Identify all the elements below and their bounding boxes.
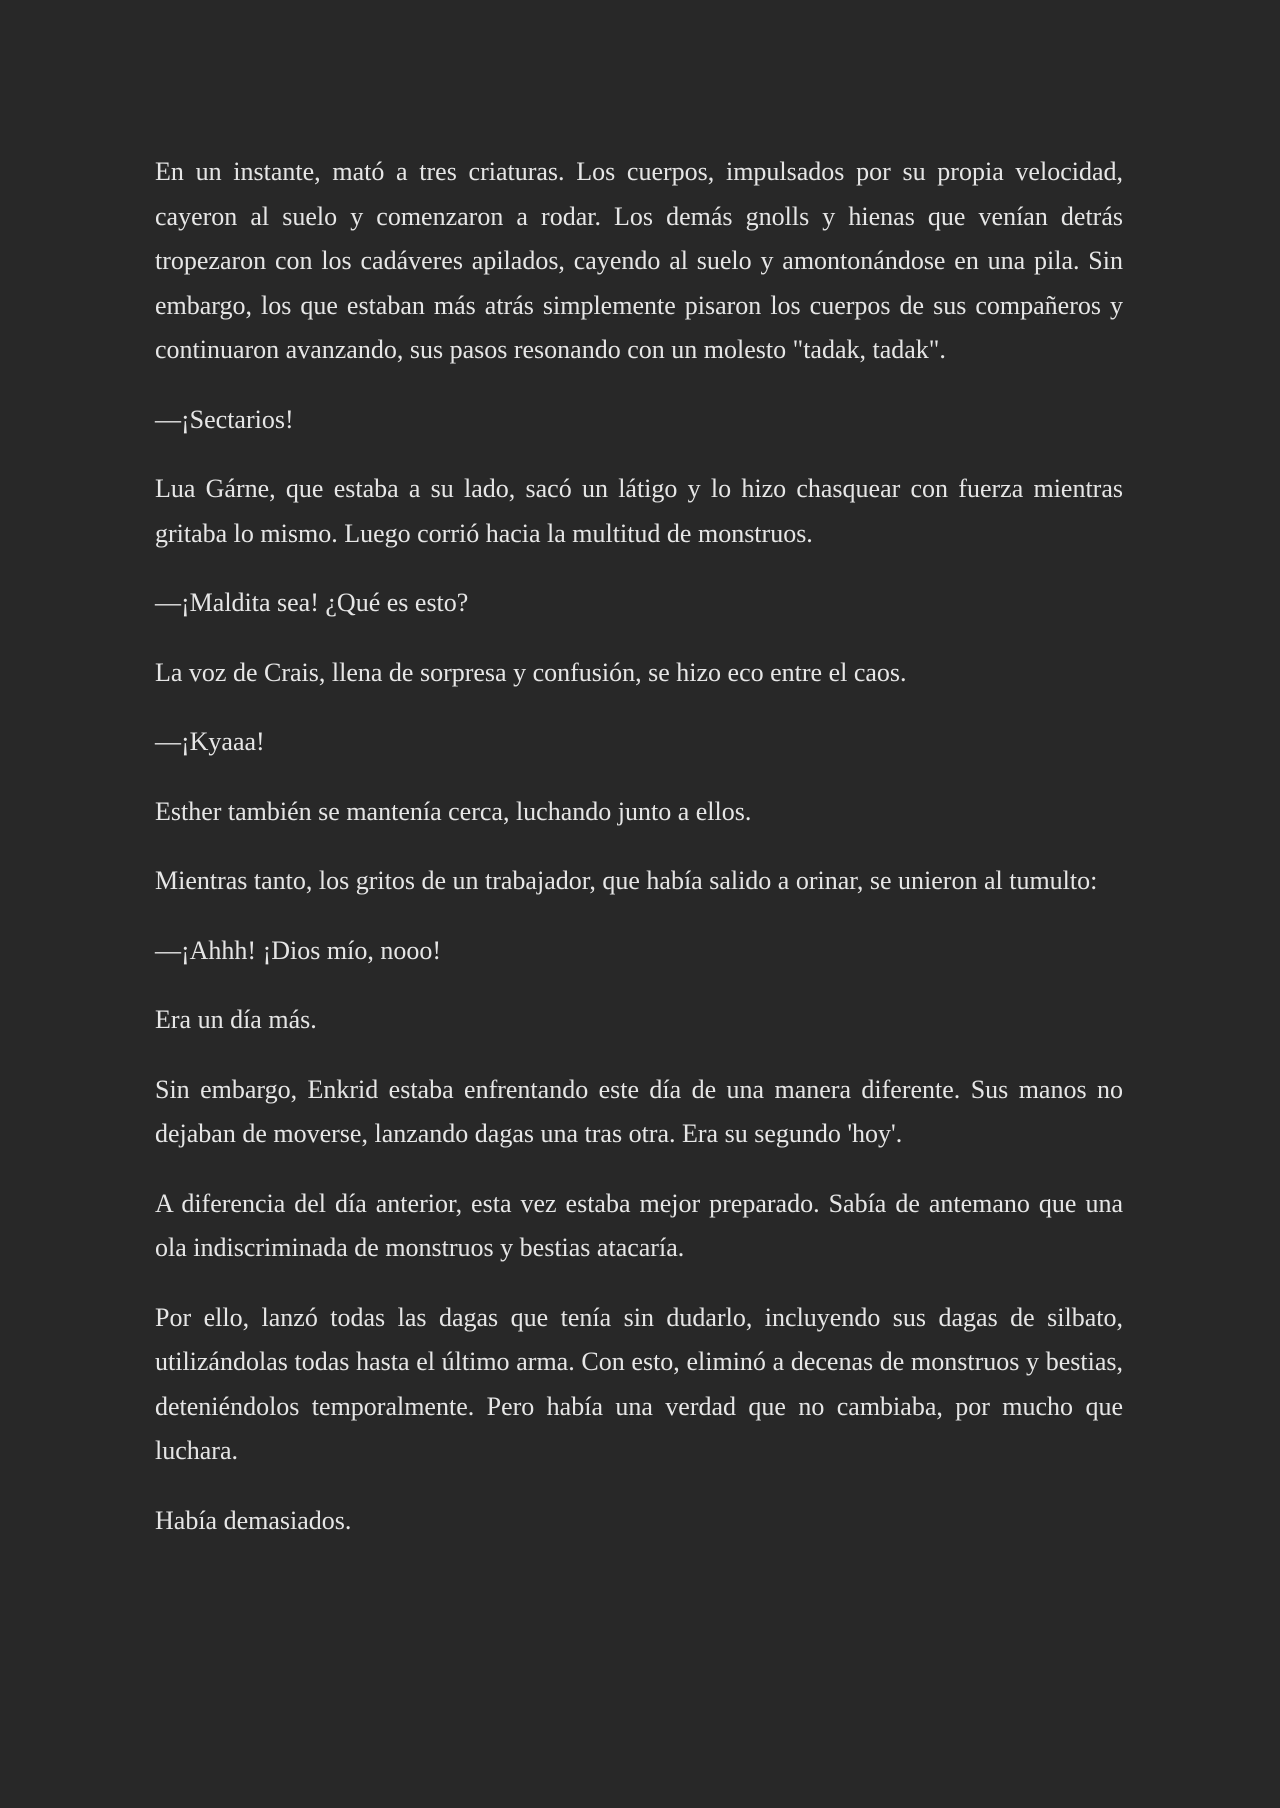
paragraph: Esther también se mantenía cerca, luchando junto a ellos. xyxy=(155,796,752,826)
paragraph: Por ello, lanzó todas las dagas que tenía sin dudarlo, incluyendo sus dagas de silbato, utilizándolas todas hasta el último arma. Con esto, eliminó a decenas de monstruos y bestias, deteniéndolos temporalmente. Pero había una verdad que no cambiaba, por mucho que luchara. xyxy=(155,1302,1123,1465)
paragraph: Era un día más. xyxy=(155,1005,317,1034)
dialogue-line: —¡Ahhh! ¡Dios mío, nooo! xyxy=(155,935,441,965)
paragraph: Había demasiados. xyxy=(155,1505,352,1535)
dialogue-line: —¡Sectarios! xyxy=(155,404,294,434)
paragraph: Mientras tanto, los gritos de un trabajador, que había salido a orinar, se unieron al tumulto: xyxy=(155,866,1098,895)
dialogue-line: —¡Maldita sea! ¿Qué es esto? xyxy=(155,588,469,617)
chapter-text xyxy=(155,150,1123,1543)
paragraph: La voz de Crais, llena de sorpresa y confusión, se hizo eco entre el caos. xyxy=(155,657,907,687)
dialogue-line: —¡Kyaaa! xyxy=(155,727,265,756)
paragraph: Lua Gárne, que estaba a su lado, sacó un látigo y lo hizo chasquear con fuerza mientras gritaba lo mismo. Luego corrió hacia la multitud de monstruos. xyxy=(155,474,1123,548)
paragraph: Sin embargo, Enkrid estaba enfrentando este día de una manera diferente. Sus manos no dejaban de moverse, lanzando dagas una tras otra. Era su segundo 'hoy'. xyxy=(155,1074,1123,1148)
paragraph: En un instante, mató a tres criaturas. Los cuerpos, impulsados por su propia velocidad, cayeron al suelo y comenzaron a rodar. Los demás gnolls y hienas que venían detrás tropezaron con los cadáveres apilados, cayendo al suelo y amontonándose en una pila. Sin embargo, los que estaban más atrás simplemente pisaron los cuerpos de sus compañeros y continuaron avanzando, sus pasos resonando con un molesto "tadak, tadak". xyxy=(155,157,1123,364)
paragraph: A diferencia del día anterior, esta vez estaba mejor preparado. Sabía de antemano que una ola indiscriminada de monstruos y bestias atacaría. xyxy=(155,1188,1123,1262)
